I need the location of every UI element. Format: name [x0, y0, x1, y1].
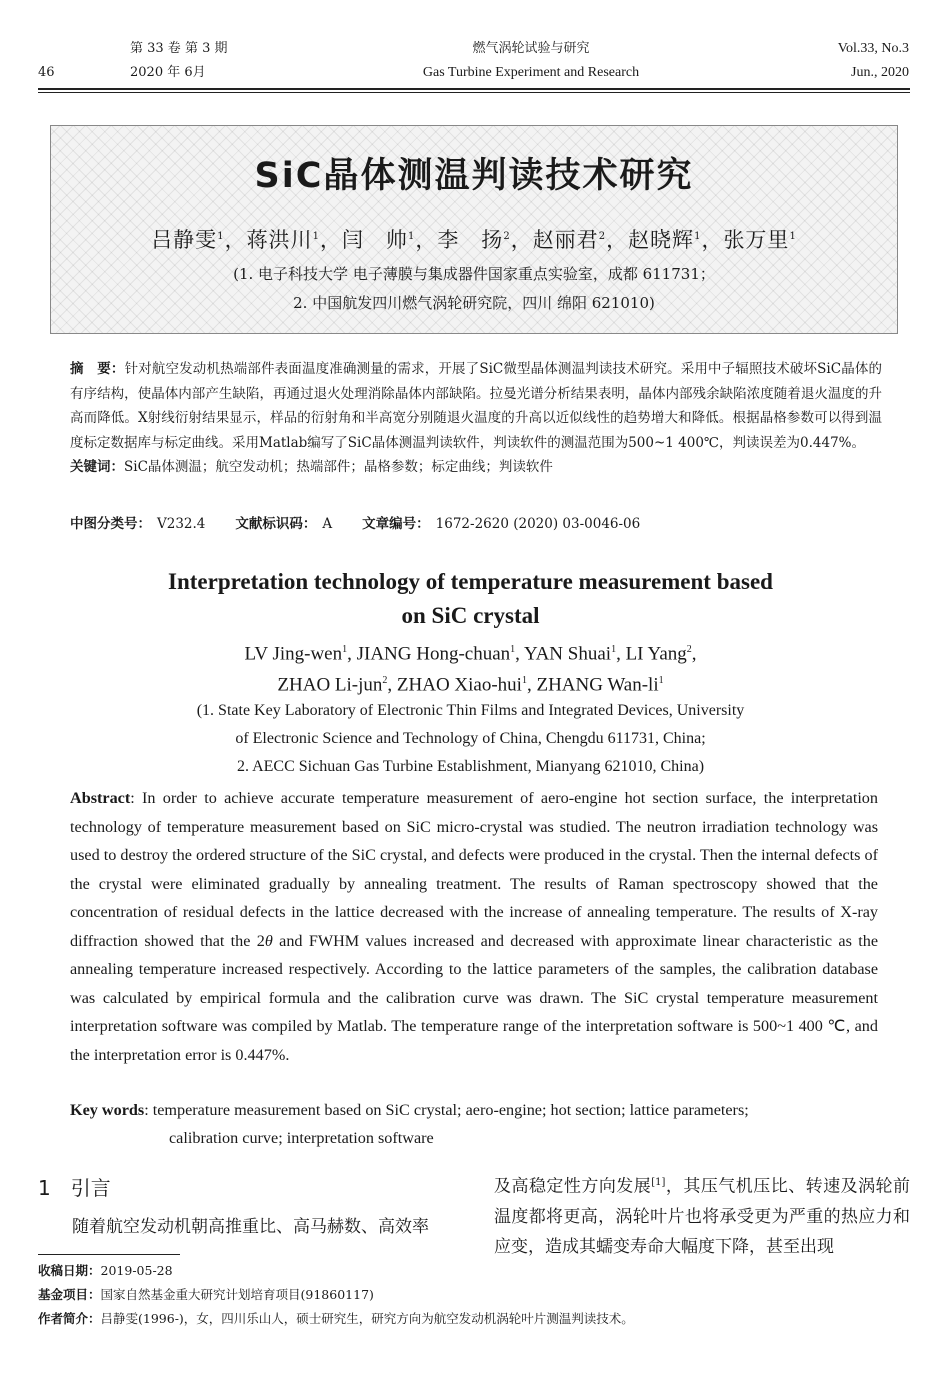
- body-text: 及高稳定性方向发展: [494, 1176, 652, 1197]
- author-en: ZHAO Li-jun: [277, 674, 383, 696]
- keywords-cn-label: 关键词：: [70, 459, 124, 475]
- authors-en-line1: LV Jing-wen$^1$, JIANG Hong-chuan$^1$, YAN Shuai$^1$, LI Yang$^2$,: [244, 643, 697, 665]
- author-cn: 张万里: [723, 228, 790, 252]
- abstract-en-label: Abstract: [70, 789, 131, 807]
- author-en: ZHAO Xiao-hui: [396, 674, 522, 696]
- article-no-value: 1672-2620 (2020) 03-0046-06: [435, 516, 641, 532]
- keywords-en-line1: temperature measurement based on SiC crystal; aero-engine; hot section; lattice parameters;: [152, 1101, 749, 1119]
- abstract-cn-text: 针对航空发动机热端部件表面温度准确测量的需求，开展了SiC微型晶体测温判读技术研究。采用中子辐照技术破坏SiC晶体的有序结构，使晶体内部产生缺陷，再通过退火处理消除晶体内部缺陷。拉曼光谱分析结果表明，晶体内部残余缺陷浓度随着退火温度的升高而降低。X射线衍射结果显示，样品的衍射角和半高宽分别随退火温度的升高以近似线性的趋势增大和降低。根据晶格参数可以得到温度标定数据库与标定曲线。采用Matlab编写了SiC晶体测温判读软件，判读软件的测温范围为500~1 400℃，判读误差为0.447%。: [70, 361, 882, 451]
- author-sup: 1: [658, 675, 664, 686]
- authors-cn: 吕静雯$^1$，蒋洪川$^1$，闫 帅$^1$，李 扬$^2$，赵丽君$^2$，赵晓辉$^1$，张万里$^1$: [151, 228, 797, 252]
- doc-code-value: A: [322, 516, 333, 532]
- author-sup: 1: [510, 644, 516, 655]
- header-rule-thick: [38, 88, 910, 90]
- footnote-received: [38, 1261, 173, 1279]
- author-cn: 赵晓辉: [628, 228, 695, 252]
- affiliation-en-3: 2. AECC Sichuan Gas Turbine Establishment, Mianyang 621010, China): [236, 758, 705, 775]
- date-cn: 2020 年 6月: [130, 65, 206, 80]
- affiliation-en-2: of Electronic Science and Technology of China, Chengdu 611731, China;: [235, 730, 706, 747]
- paper-title-en-line1: Interpretation technology of temperature measurement based: [168, 569, 773, 594]
- author-cn: 蒋洪川: [246, 228, 313, 252]
- author-cn: 闫 帅: [341, 228, 408, 252]
- abstract-en-colon: :: [130, 789, 135, 807]
- keywords-en-colon: :: [144, 1101, 149, 1119]
- keywords-en: [70, 1096, 880, 1152]
- author-en: ZHANG Wan-li: [536, 674, 659, 696]
- abstract-en: [70, 784, 878, 1069]
- volume-en: Vol.33, No.3: [837, 41, 909, 56]
- authors-en-line2: ZHAO Li-jun$^2$, ZHAO Xiao-hui$^1$, ZHANG Wan-$li^1$: [277, 674, 664, 696]
- keywords-en-label: Key words: [70, 1101, 145, 1119]
- abstract-en-text-b: and FWHM values increased and decreased with approximate linear characteristic as the annealing temperature increased respectively. According to the lattice parameters of the samples, the calibration database was calculated by empirical formula and the calibration curve was drawn. The SiC crystal temperature measurement interpretation software was compiled by Matlab. The temperature range of the interpretation software is 500~1 400 ℃, and the interpretation error is 0.447%.: [70, 931, 878, 1064]
- author-en: LI Yang: [625, 643, 687, 665]
- author-sup: 2: [598, 231, 607, 242]
- affiliation-cn-2: 2. 中国航发四川燃气涡轮研究院，四川 绵阳 621010): [293, 294, 655, 312]
- author-sup: 2: [503, 231, 511, 242]
- journal-name-en: Gas Turbine Experiment and Research: [422, 65, 640, 80]
- author-cn: 赵丽君: [532, 228, 599, 252]
- author-sup: 1: [521, 675, 527, 686]
- author-sup: 1: [407, 231, 416, 242]
- footnote-label: 收稿日期：: [38, 1263, 101, 1278]
- header-rule-thin: [38, 92, 910, 93]
- citation-ref: [1]: [651, 1177, 666, 1188]
- footnote-label: 作者简介：: [38, 1311, 101, 1326]
- author-sup: 2: [382, 675, 388, 686]
- journal-name-cn: 燃气涡轮试验与研究: [472, 41, 590, 56]
- body-text: ，其压气机压比、转速及涡轮前温度都将更高，涡轮叶片也将承受更为严重的热应力和应变，造成其蠕变寿命大幅度下降，甚至出现: [494, 1176, 911, 1257]
- author-en: YAN Shuai: [523, 643, 612, 665]
- author-sup: 1: [694, 231, 702, 242]
- keywords-en-line2: calibration curve; interpretation software: [169, 1129, 434, 1147]
- footnote-label: 基金项目：: [38, 1287, 101, 1302]
- clc-value: V232.4: [157, 516, 206, 532]
- title-box: [50, 125, 898, 334]
- footnote-text: 2019-05-28: [100, 1263, 173, 1278]
- date-en: Jun., 2020: [851, 65, 909, 80]
- abstract-cn: [70, 357, 882, 480]
- theta-symbol: θ: [264, 931, 273, 950]
- footnote-text: 国家自然基金重大研究计划培育项目(91860117): [100, 1287, 374, 1302]
- author-sup: 1: [611, 644, 617, 655]
- footnote-fund: [38, 1285, 374, 1303]
- keywords-cn-text: SiC晶体测温；航空发动机；热端部件；晶格参数；标定曲线；判读软件: [124, 459, 553, 475]
- author-cn: 吕静雯: [151, 228, 218, 252]
- paper-title-cn: SiC晶体测温判读技术研究: [254, 156, 694, 196]
- author-sup: 1: [217, 231, 225, 242]
- page-number: 46: [38, 65, 55, 80]
- article-no-label: 文章编号：: [362, 516, 430, 532]
- footnote-author: [38, 1309, 634, 1327]
- footnote-text: 吕静雯(1996-)，女，四川乐山人，硕士研究生，研究方向为航空发动机涡轮叶片测温判读技术。: [100, 1311, 634, 1326]
- author-cn: 李 扬: [437, 228, 504, 252]
- abstract-cn-label: 摘 要：: [70, 361, 125, 377]
- section-heading: 1 引言: [38, 1176, 111, 1200]
- abstract-en-text-a: In order to achieve accurate temperature measurement of aero-engine hot section surface, the interpretation technology of temperature measurement based on SiC micro-crystal was studied. The neutron irradiation technology was used to destroy the ordered structure of the SiC crystal, and defects were produced in the crystal. Then the internal defects of the crystal were eliminated gradually by annealing treatment. The results of Raman spectroscopy showed that the concentration of residual defects in the lattice decreased with the increase of annealing temperature. The results of X-ray diffraction showed that the 2: [70, 789, 878, 950]
- author-en: JIANG Hong-chuan: [356, 643, 511, 665]
- affiliation-cn-1: (1. 电子科技大学 电子薄膜与集成器件国家重点实验室，成都 611731；: [233, 265, 715, 283]
- author-sup: 2: [686, 644, 692, 655]
- author-sup: 1: [789, 231, 797, 242]
- author-en: LV Jing-wen: [244, 643, 343, 665]
- footnote-rule: [38, 1254, 180, 1255]
- clc-label: 中图分类号：: [70, 516, 151, 532]
- affiliation-en-1: (1. State Key Laboratory of Electronic Thin Films and Integrated Devices, University: [196, 702, 745, 719]
- paper-title-en-line2: on SiC crystal: [401, 603, 540, 628]
- body-right-column: [494, 1168, 910, 1262]
- author-sup: 1: [312, 231, 320, 242]
- classification-line: [70, 512, 646, 532]
- doc-code-label: 文献标识码：: [235, 516, 317, 532]
- volume-issue: 第 33 卷 第 3 期: [130, 41, 228, 56]
- author-sup: 1: [342, 644, 348, 655]
- body-left-column: 随着航空发动机朝高推重比、高马赫数、高效率: [72, 1217, 429, 1237]
